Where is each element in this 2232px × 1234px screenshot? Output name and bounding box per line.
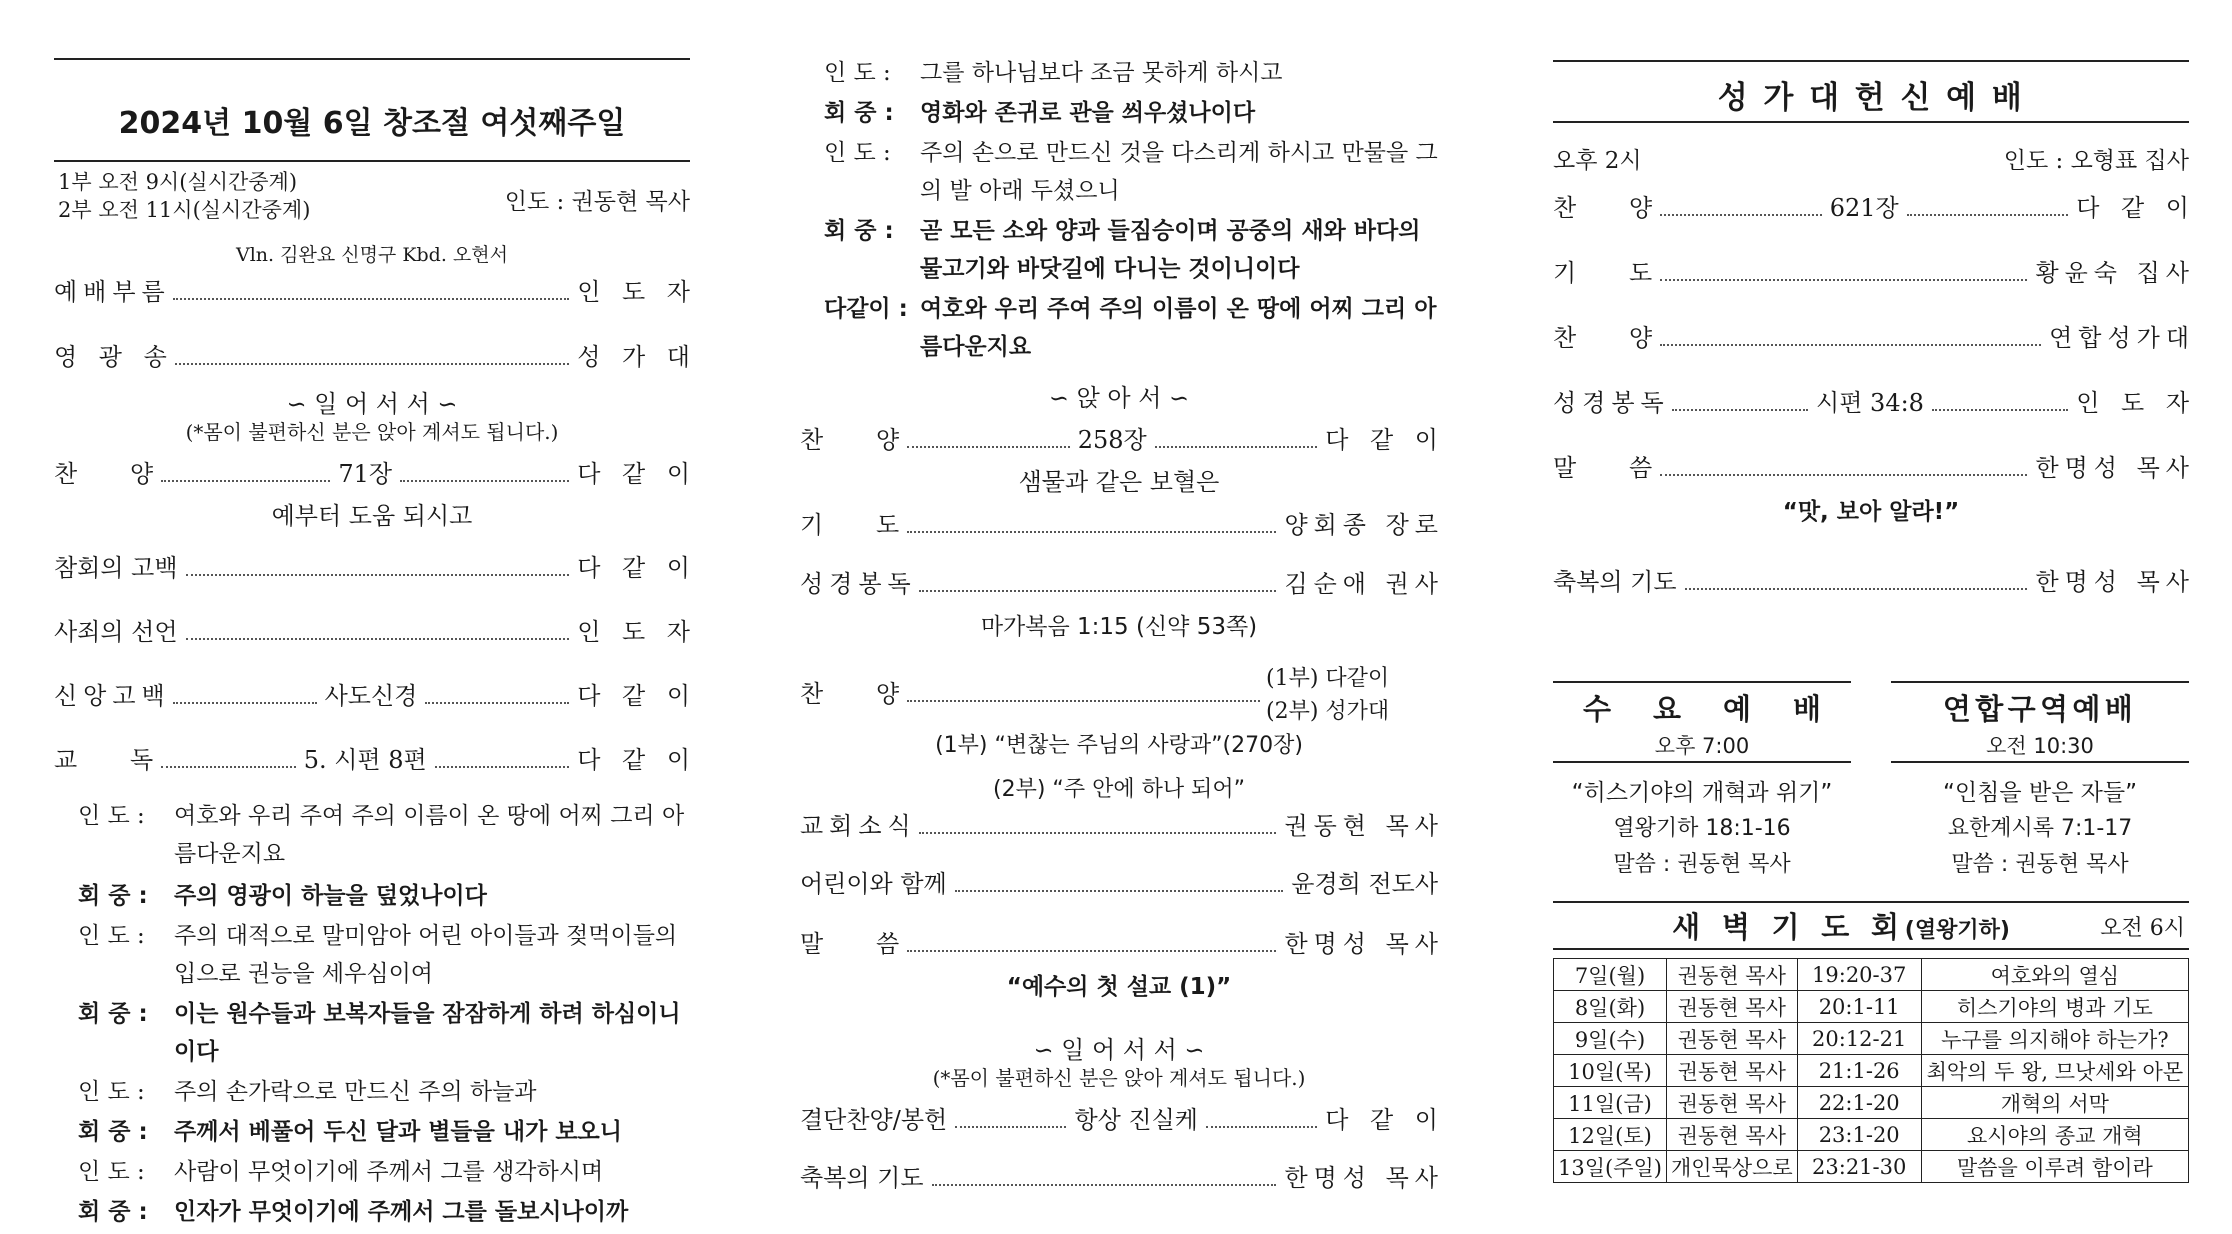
response-line: 인 도 : 여호와 우리 주여 주의 이름이 온 땅에 어찌 그리 아름다운지요 [78, 803, 685, 867]
wednesday-service-time: 오후 7:00 [1654, 734, 1750, 758]
response-line: 회 중 : 이는 원수들과 보복자들을 잠잠하게 하려 하심이니이다 [78, 1001, 681, 1065]
order-item-call-to-worship: 예배부름 인도자 [54, 278, 712, 306]
schedule-passage: 19:20-37 [1797, 959, 1921, 991]
schedule-row [1554, 1119, 2189, 1151]
service-2-time: 2부 오전 11시(실시간중계) [58, 198, 311, 222]
dawn-prayer-bottom-rule [1553, 948, 2189, 950]
choir-service-top-rule [1553, 60, 2189, 62]
district-service-title: 연합구역예배 [1942, 692, 2138, 726]
wednesday-preacher: 말씀 : 권동현 목사 [1613, 852, 1791, 877]
schedule-date: 13일(주일) [1554, 1151, 1667, 1183]
order-item-announcements: 교회소식 권동현 목사 [800, 812, 1444, 840]
order-item-confession: 참회의 고백 다같이 [54, 554, 712, 582]
schedule-row [1554, 1087, 2189, 1119]
schedule-leader: 권동현 목사 [1666, 959, 1797, 991]
order-item-absolution: 사죄의 선언 인도자 [54, 618, 712, 646]
choir-item-hymn: 찬양 621장 다같이 [1553, 194, 2211, 222]
choir-item-prayer: 기도 황윤숙 집사 [1553, 259, 2195, 287]
worship-leader: 인도 : 권동현 목사 [504, 189, 690, 215]
response-line: 다같이 : 여호와 우리 주여 주의 이름이 온 땅에 어찌 그리 아름다운지요 [824, 296, 1437, 360]
stand-note: (*몸이 불편하신 분은 앉아 계셔도 됩니다.) [185, 420, 559, 444]
sermon-title: “예수의 첫 설교 (1)” [1006, 974, 1232, 1000]
anthem-performer-1: (1부) 다같이 [1266, 666, 1390, 691]
wednesday-sermon-title: “히스기야의 개혁과 위기” [1571, 780, 1833, 806]
wednesday-service-title: 수 요 예 배 [1582, 692, 1837, 726]
schedule-leader: 권동현 목사 [1666, 1023, 1797, 1055]
order-item-responsive-reading: 교독 5. 시편 8편 다같이 [54, 746, 712, 774]
order-item-offering: 결단찬양/봉헌 항상 진실케 다같이 [800, 1106, 1460, 1134]
order-item-creed: 신앙고백 사도신경 다같이 [54, 682, 712, 710]
schedule-passage: 22:1-20 [1797, 1087, 1921, 1119]
response-line: 인 도 : 사람이 무엇이기에 주께서 그를 생각하시며 [78, 1159, 604, 1185]
service-1-time: 1부 오전 9시(실시간중계) [58, 170, 298, 194]
schedule-topic: 누구를 의지해야 하는가? [1921, 1023, 2188, 1055]
choir-service-leader: 인도 : 오형표 집사 [2003, 148, 2189, 174]
schedule-date: 8일(화) [1554, 991, 1667, 1023]
schedule-date: 12일(토) [1554, 1119, 1667, 1151]
response-line: 인 도 : 주의 대적으로 말미암아 어린 아이들과 젖먹이들의 입으로 권능을 세우심이여 [78, 923, 678, 987]
schedule-date: 10일(목) [1554, 1055, 1667, 1087]
response-line: 회 중 : 곧 모든 소와 양과 들짐승이며 공중의 새와 바다의 물고기와 바닷길에 다니는 것이니이다 [824, 218, 1421, 282]
schedule-passage: 20:12-21 [1797, 1023, 1921, 1055]
district-sermon-title: “인침을 받은 자들” [1943, 780, 2137, 806]
schedule-date: 9일(수) [1554, 1023, 1667, 1055]
responsive-reading-part1 [78, 797, 690, 1231]
column-order-of-worship [54, 0, 712, 1234]
schedule-date: 11일(금) [1554, 1087, 1667, 1119]
order-item-sermon: 말씀 한명성 목사 [800, 930, 1444, 958]
column-other-services [1553, 0, 2211, 1234]
service-times [58, 168, 310, 224]
schedule-topic: 말씀을 이루려 함이라 [1921, 1151, 2188, 1183]
stand-instruction: ∽ 일 어 서 서 ∽ [1033, 1036, 1205, 1064]
order-item-prayer: 기도 양회종 장로 [800, 511, 1444, 539]
scripture-reference: 마가복음 1:15 (신약 53쪽) [980, 614, 1258, 640]
responsive-reading-part2 [824, 54, 1438, 366]
musicians: Vln. 김완요 신명구 Kbd. 오현서 [236, 244, 508, 266]
schedule-topic: 개혁의 서막 [1921, 1087, 2188, 1119]
dawn-prayer-top-rule [1553, 901, 2189, 903]
schedule-row [1554, 1055, 2189, 1087]
dawn-prayer-title: 새 벽 기 도 회 [1672, 910, 1905, 944]
sit-instruction: ∽ 앉 아 서 ∽ [1048, 384, 1190, 412]
choir-item-anthem: 찬양 연합성가대 [1553, 324, 2195, 352]
schedule-passage: 23:21-30 [1797, 1151, 1921, 1183]
order-item-benediction: 축복의 기도 한명성 목사 [800, 1164, 1444, 1192]
district-service-time: 오전 10:30 [1986, 734, 2094, 758]
schedule-passage: 21:1-26 [1797, 1055, 1921, 1087]
schedule-row [1554, 991, 2189, 1023]
page-title: 2024년 10월 6일 창조절 여섯째주일 [118, 106, 626, 141]
choir-item-sermon: 말씀 한명성 목사 [1553, 454, 2195, 482]
schedule-passage: 23:1-20 [1797, 1119, 1921, 1151]
choir-service-title: 성 가 대 헌 신 예 배 [1717, 80, 2025, 116]
schedule-topic: 요시야의 종교 개혁 [1921, 1119, 2188, 1151]
schedule-row [1554, 1023, 2189, 1055]
schedule-date: 7일(월) [1554, 959, 1667, 991]
wednesday-service [1553, 681, 1851, 883]
response-line: 인 도 : 주의 손가락으로 만드신 주의 하늘과 [78, 1079, 537, 1105]
response-line: 인 도 : 주의 손으로 만드신 것을 다스리게 하시고 만물을 그의 발 아래 두셨으니 [824, 140, 1438, 204]
district-service [1891, 681, 2189, 883]
choir-service-time: 오후 2시 [1553, 148, 1642, 174]
dawn-prayer-book: (열왕기하) [1904, 918, 2010, 943]
schedule-leader: 권동현 목사 [1666, 991, 1797, 1023]
schedule-passage: 20:1-11 [1797, 991, 1921, 1023]
response-line: 회 중 : 주께서 베풀어 두신 달과 별들을 내가 보오니 [78, 1119, 622, 1145]
order-item-hymn: 찬양 71장 다같이 [54, 460, 712, 488]
dawn-prayer-time: 오전 6시 [2100, 916, 2185, 941]
schedule-row [1554, 1151, 2189, 1183]
anthem-performer-2: (2부) 성가대 [1266, 699, 1390, 724]
schedule-topic: 여호와의 열심 [1921, 959, 2188, 991]
schedule-leader: 권동현 목사 [1666, 1055, 1797, 1087]
schedule-topic: 최악의 두 왕, 므낫세와 아몬 [1921, 1055, 2188, 1087]
order-item-gloria: 영광송 성가대 [54, 343, 712, 371]
choir-sermon-title: “맛, 보아 알라!” [1782, 499, 1960, 525]
dawn-prayer-header [1553, 905, 2189, 949]
hymn-title: 샘물과 같은 보혈은 [1018, 468, 1220, 496]
schedule-row [1554, 959, 2189, 991]
anthem-title-2: (2부) “주 안에 하나 되어” [993, 777, 1245, 802]
title-top-rule [54, 58, 690, 60]
stand-instruction: ∽ 일 어 서 서 ∽ [286, 390, 458, 418]
choir-item-scripture: 성경봉독 시편 34:8 인도자 [1553, 389, 2211, 417]
response-line: 회 중 : 인자가 무엇이기에 주께서 그를 돌보시나이까 [78, 1199, 629, 1225]
title-bottom-rule [54, 160, 690, 162]
choir-service-bottom-rule [1553, 121, 2189, 123]
response-line: 인 도 : 그를 하나님보다 조금 못하게 하시고 [824, 60, 1283, 86]
schedule-leader: 권동현 목사 [1666, 1087, 1797, 1119]
schedule-leader: 권동현 목사 [1666, 1119, 1797, 1151]
wednesday-scripture: 열왕기하 18:1-16 [1613, 816, 1791, 841]
order-item-scripture: 성경봉독 김순애 권사 [800, 570, 1444, 598]
order-item-anthem: 찬양 (1부) 다같이 (2부) 성가대 [800, 662, 1438, 728]
hymn-title: 예부터 도움 되시고 [271, 502, 473, 530]
district-scripture: 요한계시록 7:1-17 [1947, 816, 2133, 841]
district-preacher: 말씀 : 권동현 목사 [1951, 852, 2129, 877]
schedule-leader: 개인묵상으로 [1666, 1151, 1797, 1183]
stand-note: (*몸이 불편하신 분은 앉아 계셔도 됩니다.) [932, 1066, 1306, 1090]
choir-item-benediction: 축복의 기도 한명성 목사 [1553, 568, 2195, 596]
response-line: 회 중 : 주의 영광이 하늘을 덮었나이다 [78, 883, 487, 909]
response-line: 회 중 : 영화와 존귀로 관을 씌우셨나이다 [824, 100, 1256, 126]
dawn-prayer-schedule [1553, 958, 2189, 1183]
order-item-children: 어린이와 함께 윤경희 전도사 [800, 870, 1438, 898]
anthem-title-1: (1부) “변찮는 주님의 사랑과”(270장) [935, 733, 1303, 758]
column-order-continued [800, 0, 1460, 1234]
schedule-topic: 히스기야의 병과 기도 [1921, 991, 2188, 1023]
order-item-hymn: 찬양 258장 다같이 [800, 426, 1460, 454]
